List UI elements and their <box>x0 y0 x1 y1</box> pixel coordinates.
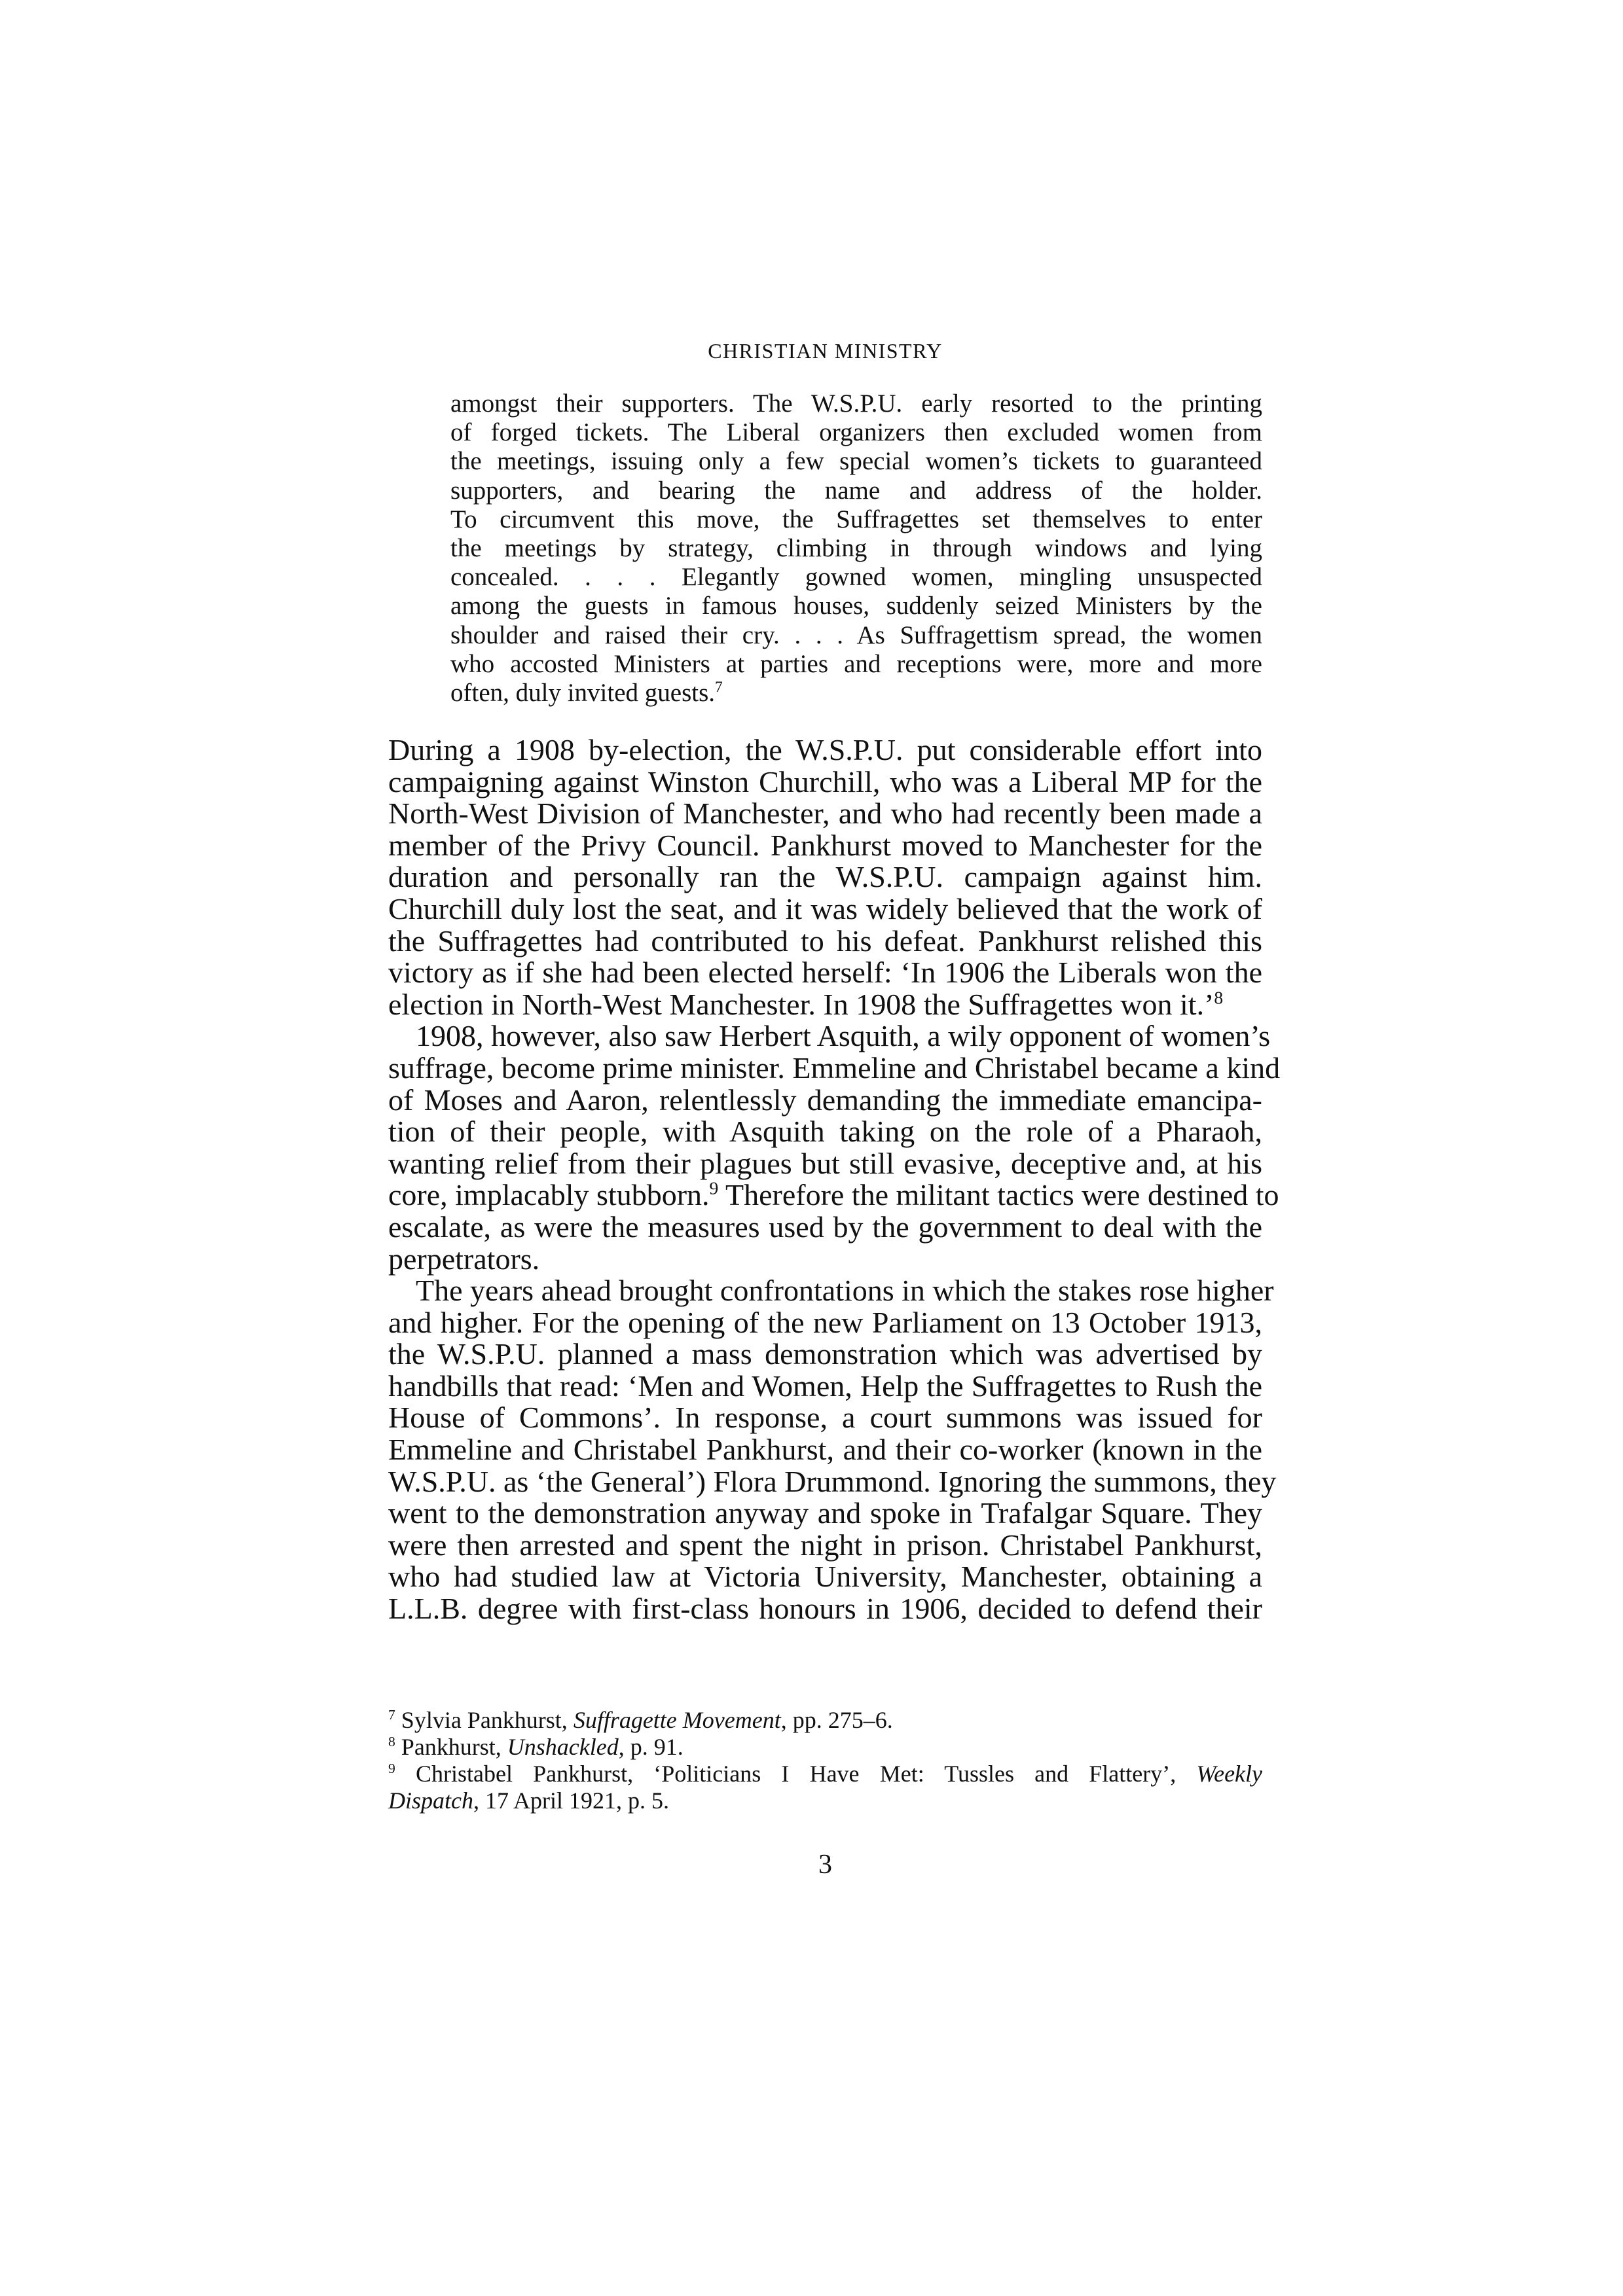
footnote-text: , pp. 275–6. <box>780 1707 893 1733</box>
paragraph-line: of Moses and Aaron, relentlessly demanding the immediate emancipa- <box>388 1083 1262 1117</box>
paragraph-line-text: core, implacably stubborn. <box>388 1178 710 1212</box>
paragraph-line-text: Therefore the militant tactics were destined to <box>718 1178 1279 1212</box>
paragraph-line-text: election in North-West Manchester. In 1908 the Suffragettes won it.’ <box>388 987 1214 1021</box>
paragraph-line: who had studied law at Victoria University, Manchester, obtaining a <box>388 1560 1262 1594</box>
paragraph-line: member of the Privy Council. Pankhurst moved to Manchester for the <box>388 828 1262 862</box>
paragraph-line: the Suffragettes had contributed to his defeat. Pankhurst relished this <box>388 924 1262 958</box>
paragraph-line: the W.S.P.U. planned a mass demonstration which was advertised by <box>388 1337 1262 1371</box>
paragraph-line: House of Commons’. In response, a court summons was issued for <box>388 1401 1262 1435</box>
paragraph-line: suffrage, become prime minister. Emmeline and Christabel became a kind <box>388 1050 1281 1085</box>
paragraph-line: campaigning against Winston Churchill, who was a Liberal MP for the <box>388 764 1262 798</box>
footnote-8 <box>388 1734 1262 1761</box>
page-number: 3 <box>818 1850 832 1880</box>
paragraph-line: L.L.B. degree with first-class honours in 1906, decided to defend their <box>388 1592 1262 1626</box>
paragraph-line: W.S.P.U. as ‘the General’) Flora Drummond. Ignoring the summons, they <box>388 1464 1277 1498</box>
footnote-ref-9[interactable]: 9 <box>709 1177 719 1198</box>
quote-line-text: often, duly invited guests. <box>450 679 716 708</box>
running-head: CHRISTIAN MINISTRY <box>708 339 943 363</box>
paragraph-line: and higher. For the opening of the new Parliament on 13 October 1913, <box>388 1305 1262 1339</box>
paragraph-line <box>388 989 1262 1021</box>
quote-line: the meetings, issuing only a few special women’s tickets to guaranteed <box>450 447 1262 476</box>
paragraph-line: went to the demonstration anyway and spoke in Trafalgar Square. They <box>388 1496 1262 1530</box>
paragraph-line: During a 1908 by-election, the W.S.P.U. put considerable effort into <box>388 733 1262 766</box>
paragraph-line: perpetrators. <box>388 1242 540 1276</box>
footnote-title: Weekly <box>1196 1761 1263 1787</box>
paragraph-line: were then arrested and spent the night in prison. Christabel Pankhurst, <box>388 1528 1262 1562</box>
footnote-7 <box>388 1707 1262 1734</box>
footnote-9-continued <box>388 1787 1262 1814</box>
footnote-text: Christabel Pankhurst, ‘Politicians I Have Met: Tussles and Flattery’, <box>415 1761 1197 1787</box>
paragraph-line: Churchill duly lost the seat, and it was widely believed that the work of <box>388 891 1262 925</box>
paragraph-line <box>388 1177 1279 1212</box>
paragraph-line: duration and personally ran the W.S.P.U. campaign against him. <box>388 860 1262 894</box>
footnote-number: 7 <box>388 1707 395 1723</box>
footnote-9 <box>388 1761 1262 1787</box>
quote-line: among the guests in famous houses, suddenly seized Ministers by the <box>450 592 1262 620</box>
footnote-ref-8[interactable]: 8 <box>1214 987 1224 1008</box>
quote-line: supporters, and bearing the name and address of the holder. <box>450 476 1262 505</box>
footnote-ref-7[interactable]: 7 <box>715 679 723 696</box>
block-quote <box>450 389 1262 708</box>
quote-line: the meetings by strategy, climbing in through windows and lying <box>450 534 1262 563</box>
paragraph-line: wanting relief from their plagues but still evasive, deceptive and, at his <box>388 1146 1262 1180</box>
paragraph-line: Emmeline and Christabel Pankhurst, and their co-worker (known in the <box>388 1433 1262 1467</box>
footnote-text: , 17 April 1921, p. 5. <box>473 1787 670 1814</box>
body-text <box>388 733 1281 1626</box>
paragraph-line: handbills that read: ‘Men and Women, Help the Suffragettes to Rush the <box>388 1369 1262 1403</box>
paragraph-line: victory as if she had been elected herself: ‘In 1906 the Liberals won the <box>388 956 1262 990</box>
footnote-text: Sylvia Pankhurst, <box>401 1707 574 1733</box>
quote-line: of forged tickets. The Liberal organizers then excluded women from <box>450 418 1262 447</box>
footnote-title: Dispatch <box>388 1787 473 1814</box>
paragraph-line: North-West Division of Manchester, and who had recently been made a <box>388 797 1262 831</box>
quote-line: To circumvent this move, the Suffragettes set themselves to enter <box>450 505 1262 533</box>
paragraph-line: The years ahead brought confrontations in which the stakes rose higher <box>416 1274 1274 1308</box>
paragraph-line: 1908, however, also saw Herbert Asquith, a wily opponent of women’s <box>416 1019 1271 1053</box>
quote-line: who accosted Ministers at parties and receptions were, more and more <box>450 649 1262 678</box>
footnotes <box>388 1707 1262 1814</box>
quote-line <box>450 679 1262 708</box>
paragraph-line: tion of their people, with Asquith taking on the role of a Pharaoh, <box>388 1115 1262 1149</box>
footnote-number: 9 <box>388 1761 395 1776</box>
footnote-title: Suffragette Movement <box>573 1707 781 1733</box>
quote-line: shoulder and raised their cry. . . . As Suffragettism spread, the women <box>450 620 1262 649</box>
paragraph-line: escalate, as were the measures used by the government to deal with the <box>388 1210 1262 1244</box>
footnote-number: 8 <box>388 1734 395 1749</box>
quote-line: amongst their supporters. The W.S.P.U. early resorted to the printing <box>450 389 1262 418</box>
footnote-title: Unshackled <box>507 1734 619 1760</box>
footnote-text: Pankhurst, <box>401 1734 507 1760</box>
quote-line: concealed. . . . Elegantly gowned women, mingling unsuspected <box>450 563 1262 592</box>
footnote-text: , p. 91. <box>618 1734 684 1760</box>
